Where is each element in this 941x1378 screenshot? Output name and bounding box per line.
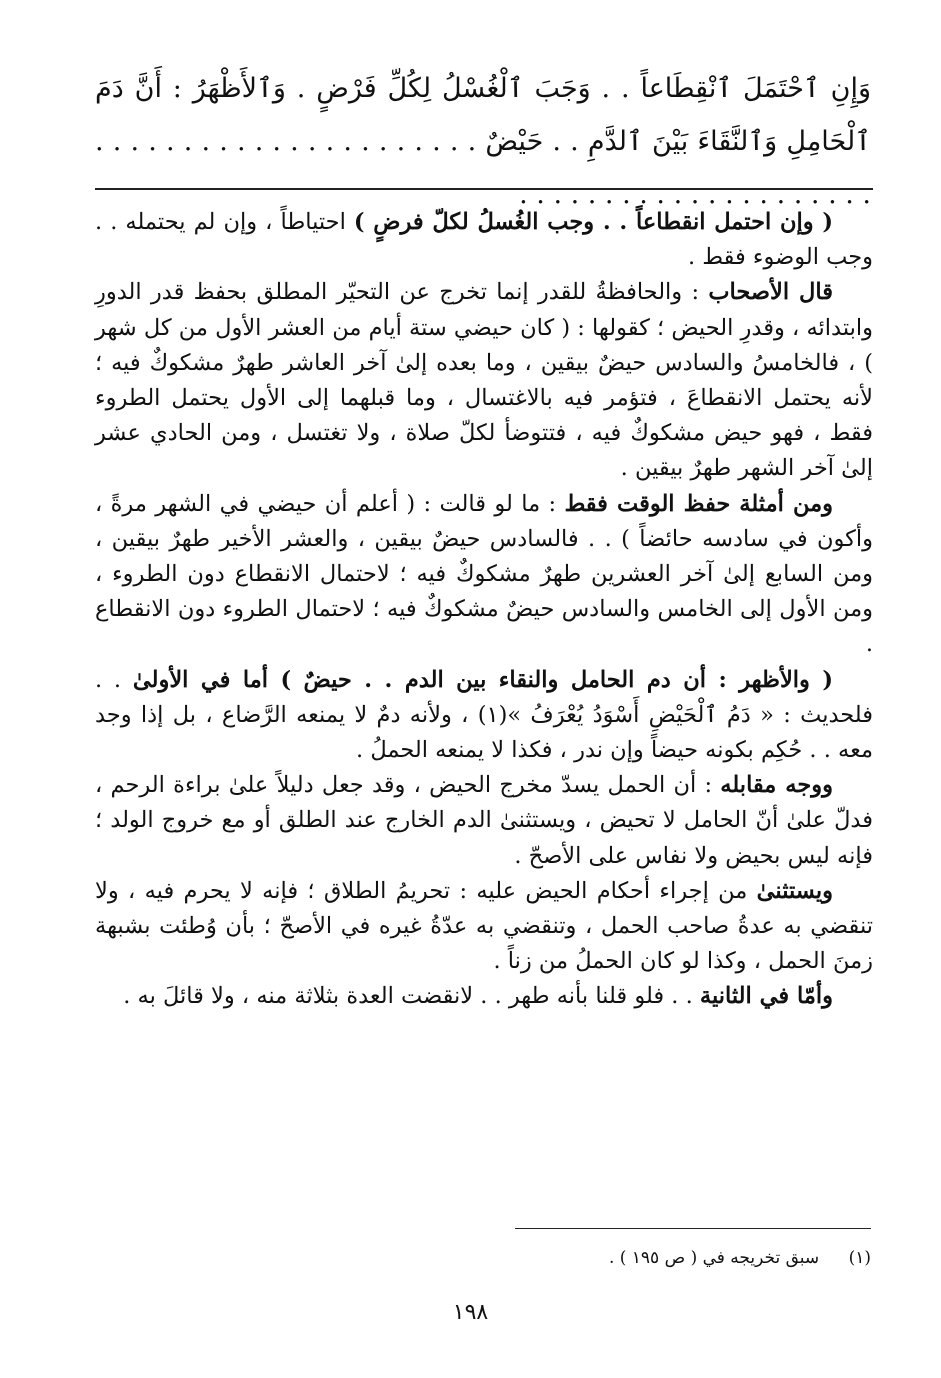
commentary-paragraph [95, 768, 873, 874]
commentary-paragraph [95, 487, 873, 663]
paragraph-lead: وأمّا في الثانية [699, 983, 833, 1010]
commentary-paragraph [95, 205, 873, 275]
paragraph-lead: قال الأصحاب [708, 279, 833, 306]
commentary-paragraph [95, 979, 873, 1014]
paragraph-text: : ما لو قالت : ( أعلم أن حيضي في الشهر مرةً ، وأكون في سادسه حائضاً ) . . فالسادس حيضٌ بيقين ، والعشر الأخير طهرٌ بيقين ، ومن السابع إلىٰ آخر العشرين طهرٌ مشكوكٌ فيه ؛ لاحتمال الانقطاع دون الطروء ، ومن الأول إلى الخامس والسادس حيضٌ مشكوكٌ فيه ؛ لاحتمال الطروء دون الانقطاع . [95, 490, 873, 658]
paragraph-text: من إجراء أحكام الحيض عليه : تحريمُ الطلاق ؛ فإنه لا يحرم فيه ، ولا تنقضي به عدةُ صاحب الحمل ، وتنقضي به عدّةُ غيره في الأصحّ ؛ بأن وُطئت بشبهة زمنَ الحمل ، وكذا لو كان الحملُ من زناً . [95, 877, 873, 975]
footnote-separator-rule [515, 1228, 871, 1229]
paragraph-text: . . فلو قلنا بأنه طهر . . لانقضت العدة بثلاثة منه ، ولا قائلَ به . [123, 983, 700, 1010]
paragraph-lead: ( وإن احتمل انقطاعاً . . وجب الغُسلُ لكلّ فرضٍ ) [353, 209, 833, 235]
commentary-paragraph [95, 663, 873, 769]
footnote-text: سبق تخريجه في ( ص ١٩٥ ) . [608, 1248, 820, 1268]
paragraph-text: . . فلحديث : « دَمُ ٱلْحَيْضِ أَسْوَدُ يُعْرَفُ »(١) ، ولأنه دمٌ لا يمنعه الرَّضاع ، بل إذا وجد معه . . حُكِم بكونه حيضاً وإن ندر ، فكذا لا يمنعه الحملُ . [95, 666, 873, 764]
matn-text [95, 62, 871, 221]
paragraph-text: : والحافظةُ للقدر إنما تخرج عن التحيّر المطلق بحفظ قدر الدورِ وابتدائه ، وقدرِ الحيض ؛ كقولها : ( كان حيضي ستة أيام من العشر الأول من كل شهر ) ، فالخامسُ والسادس حيضٌ بيقين ، وما بعده إلىٰ آخر العاشر طهرٌ مشكوكٌ فيه ؛ لأنه يحتمل الانقطاعَ ، فتؤمر فيه بالاغتسال ، وما قبلهما إلى الأول يحتمل الطروء فقط ، فهو حيض مشكوكٌ فيه ، فتتوضأ لكلّ صلاة ، ولا تغتسل ، ومن الحادي عشر إلىٰ آخر الشهر طهرٌ بيقين . [95, 279, 873, 482]
commentary-paragraph [95, 874, 873, 980]
matn-line-2: ٱلدَّمِ . . حَيْضٌ . . . . . . . . . . . . . . . . . . . . . . . . . . . . . . . . . . . . . . . . . . . [95, 126, 871, 210]
paragraph-lead: ويستثنىٰ [756, 877, 833, 904]
page-number: ١٩٨ [452, 1300, 489, 1325]
commentary-body [95, 205, 873, 1015]
footnote-number: (١) [848, 1248, 871, 1268]
commentary-paragraph [95, 275, 873, 486]
paragraph-lead: ووجه مقابله [720, 772, 833, 799]
matn-separator-rule [95, 188, 873, 190]
paragraph-text: : أن الحمل يسدّ مخرج الحيض ، وقد جعل دليلاً علىٰ براءة الرحم ، فدلّ علىٰ أنّ الحامل لا تحيض ، ويستثنىٰ الدم الخارج عند الطلق أو مع خروج الولد ؛ فإنه ليس بحيض ولا نفاس على الأصحّ . [95, 772, 873, 869]
paragraph-lead: ومن أمثلة حفظ الوقت فقط [564, 490, 833, 517]
footnote [95, 1246, 871, 1270]
paragraph-text: احتياطاً ، وإن لم يحتمله . . وجب الوضوء فقط . [95, 209, 873, 271]
paragraph-lead: ( والأظهر : أن دم الحامل والنقاء بين الدم . . حيضٌ ) أما في الأولىٰ [132, 666, 833, 693]
matn-line-1: وَإِنِ ٱحْتَمَلَ ٱنْقِطَاعاً . . وَجَبَ ٱلْغُسْلُ لِكُلِّ فَرْضٍ . وَٱلأَظْهَرُ : أَنَّ دَمَ ٱلْحَامِلِ وَٱلنَّقَاءَ بَيْنَ [95, 73, 871, 157]
